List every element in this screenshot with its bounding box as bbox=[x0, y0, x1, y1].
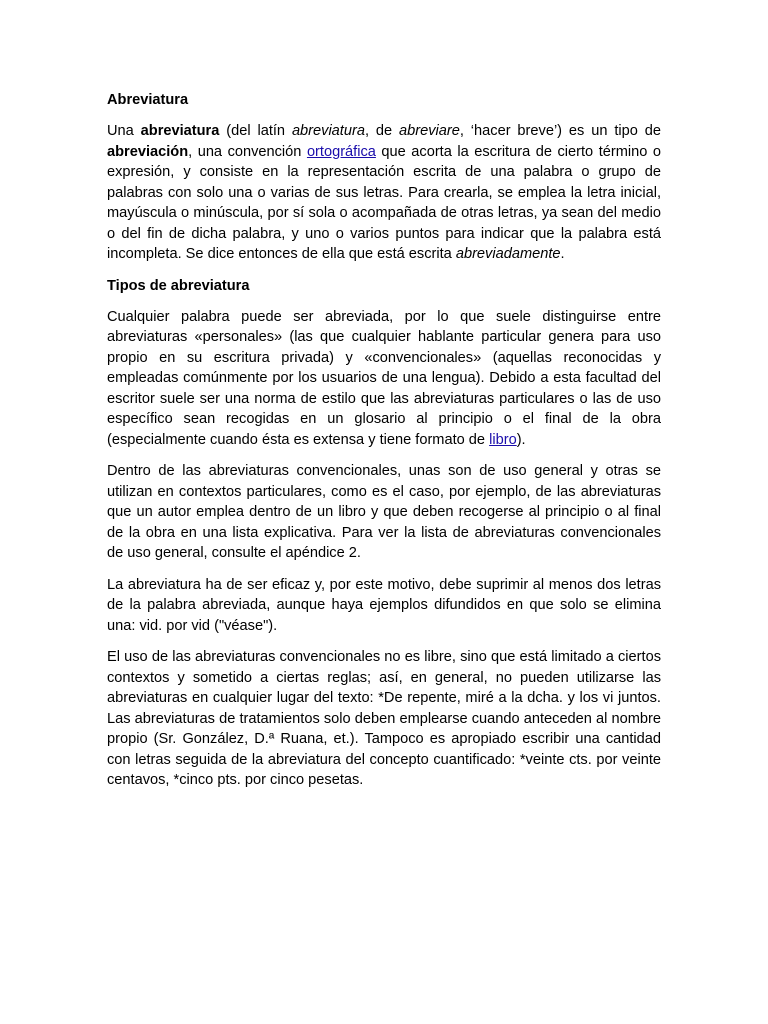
paragraph-types bbox=[107, 307, 661, 451]
italic-term: abreviatura bbox=[291, 123, 365, 139]
text-run: ). bbox=[516, 431, 526, 448]
paragraph-efficacy: La abreviatura ha de ser eficaz y, por este motivo, debe suprimir al menos dos letras de la palabra abreviada, aunque haya ejemplos difundidos en que solo se elimina una: vid. por vid ("véase"). bbox=[107, 576, 661, 634]
text-run: . bbox=[560, 246, 565, 262]
paragraph-definition bbox=[107, 121, 661, 265]
document-page bbox=[107, 90, 661, 802]
text-run: Cualquier palabra puede ser abreviada, por lo que suele distinguirse entre abreviaturas «personales» (las que cualquier hablante particular genera para uso propio en su escritura privada) y «convencionales» (aquellas reconocidas y empleadas comúnmente por los usuarios de una lengua). Debido a esta facultad del escritor suele ser una norma de estilo que las abreviaturas particulares o las de uso específico sean recogidas en un glosario al principio o el final de la obra (especialmente cuando ésta es extensa y tiene formato de bbox=[107, 308, 661, 448]
text-run: Una bbox=[107, 123, 141, 139]
text-run: , de bbox=[364, 123, 400, 139]
text-run: que acorta la escritura de cierto término o expresión, y consiste en la representación escrita de una palabra o grupo de palabras con solo una o varias de sus letras. Para crearla, se emplea la letra inicial, mayúscula o minúscula, por sí sola o acompañada de otras letras, ya sean del medio o del fin de dicha palabra, y uno o varios puntos para indicar que la palabra está incompleta. Se dice entonces de ella que está escrita bbox=[107, 143, 661, 262]
bold-term-abreviatura: abreviatura bbox=[140, 123, 220, 139]
paragraph-usage-rules: El uso de las abreviaturas convencionales no es libre, sino que está limitado a ciertos contextos y sometido a ciertas reglas; así, en general, no pueden utilizarse las abreviaturas en cualquier lugar del texto: *De repente, miré a la dcha. y los vi juntos. Las abreviaturas de tratamientos solo deben emplearse cuando anteceden al nombre propio (Sr. González, D.ª Ruana, et.). Tampoco es apropiado escribir una cantidad con letras seguida de la abreviatura del concepto cuantificado: *veinte cts. por veinte centavos, *cinco pts. por cinco pesetas. bbox=[107, 649, 661, 788]
heading-abreviatura: Abreviatura bbox=[107, 92, 189, 108]
italic-term: abreviadamente bbox=[455, 246, 561, 262]
paragraph-conventional: Dentro de las abreviaturas convencionales, unas son de uso general y otras se utilizan en contextos particulares, como es el caso, por ejemplo, de las abreviaturas que un autor emplea dentro de un libro y que deben recogerse al principio o al final de la obra en una lista explicativa. Para ver la lista de abreviaturas convencionales de uso general, consulte el apéndice 2. bbox=[107, 463, 661, 561]
text-run: (del latín bbox=[219, 123, 292, 139]
text-run: , una convención bbox=[188, 143, 307, 160]
text-run: , ‘hacer breve’) es un tipo de bbox=[459, 123, 661, 139]
bold-term-abreviacion: abreviación bbox=[107, 143, 189, 160]
heading-tipos-de-abreviatura: Tipos de abreviatura bbox=[107, 277, 250, 294]
italic-term: abreviare bbox=[399, 123, 460, 139]
link-ortografica[interactable]: ortográfica bbox=[306, 143, 376, 160]
link-libro[interactable]: libro bbox=[489, 431, 517, 448]
